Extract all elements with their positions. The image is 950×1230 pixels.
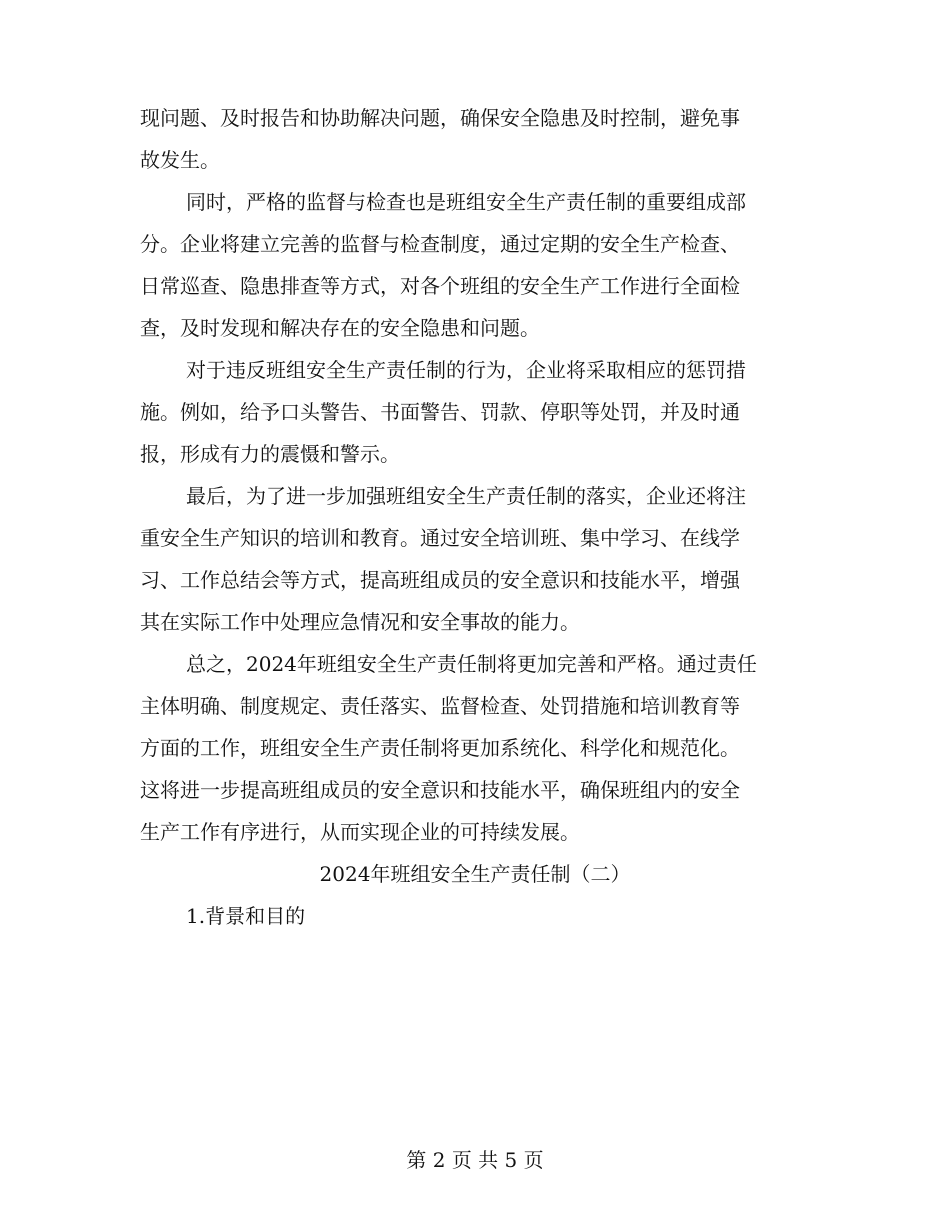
paragraph: [140, 97, 810, 181]
text-line: 总之，2024年班组安全生产责任制将更加完善和严格。通过责任: [186, 652, 757, 676]
subsection-heading: 1.背景和目的: [186, 904, 306, 928]
text-line: 对于违反班组安全生产责任制的行为，企业将采取相应的惩罚措: [186, 358, 746, 382]
paragraph: [140, 643, 810, 853]
text-line: 同时，严格的监督与检查也是班组安全生产责任制的重要组成部: [186, 190, 746, 214]
text-line: 故发生。: [140, 148, 220, 172]
paragraph: [140, 475, 810, 643]
text-line: 方面的工作，班组安全生产责任制将更加系统化、科学化和规范化。: [140, 736, 740, 760]
text-line: 施。例如，给予口头警告、书面警告、罚款、停职等处罚，并及时通: [140, 400, 740, 424]
text-line: 主体明确、制度规定、责任落实、监督检查、处罚措施和培训教育等: [140, 694, 740, 718]
text-line: 重安全生产知识的培训和教育。通过安全培训班、集中学习、在线学: [140, 526, 740, 550]
text-line: 其在实际工作中处理应急情况和安全事故的能力。: [140, 610, 580, 634]
text-line: 查，及时发现和解决存在的安全隐患和问题。: [140, 316, 540, 340]
text-line: 习、工作总结会等方式，提高班组成员的安全意识和技能水平，增强: [140, 568, 740, 592]
paragraph: [140, 181, 810, 349]
text-line: 这将进一步提高班组成员的安全意识和技能水平，确保班组内的安全: [140, 778, 740, 802]
text-line: 报，形成有力的震慑和警示。: [140, 442, 400, 466]
page-footer: 第 2 页 共 5 页: [406, 1148, 544, 1172]
text-line: 日常巡查、隐患排查等方式，对各个班组的安全生产工作进行全面检: [140, 274, 740, 298]
text-line: 分。企业将建立完善的监督与检查制度，通过定期的安全生产检查、: [140, 232, 740, 256]
document-body: [140, 97, 810, 937]
section-heading: 2024年班组安全生产责任制（二）: [319, 862, 631, 886]
text-line: 生产工作有序进行，从而实现企业的可持续发展。: [140, 820, 580, 844]
text-line: 最后，为了进一步加强班组安全生产责任制的落实，企业还将注: [186, 484, 746, 508]
paragraph: [140, 349, 810, 475]
text-line: 现问题、及时报告和协助解决问题，确保安全隐患及时控制，避免事: [140, 106, 740, 130]
